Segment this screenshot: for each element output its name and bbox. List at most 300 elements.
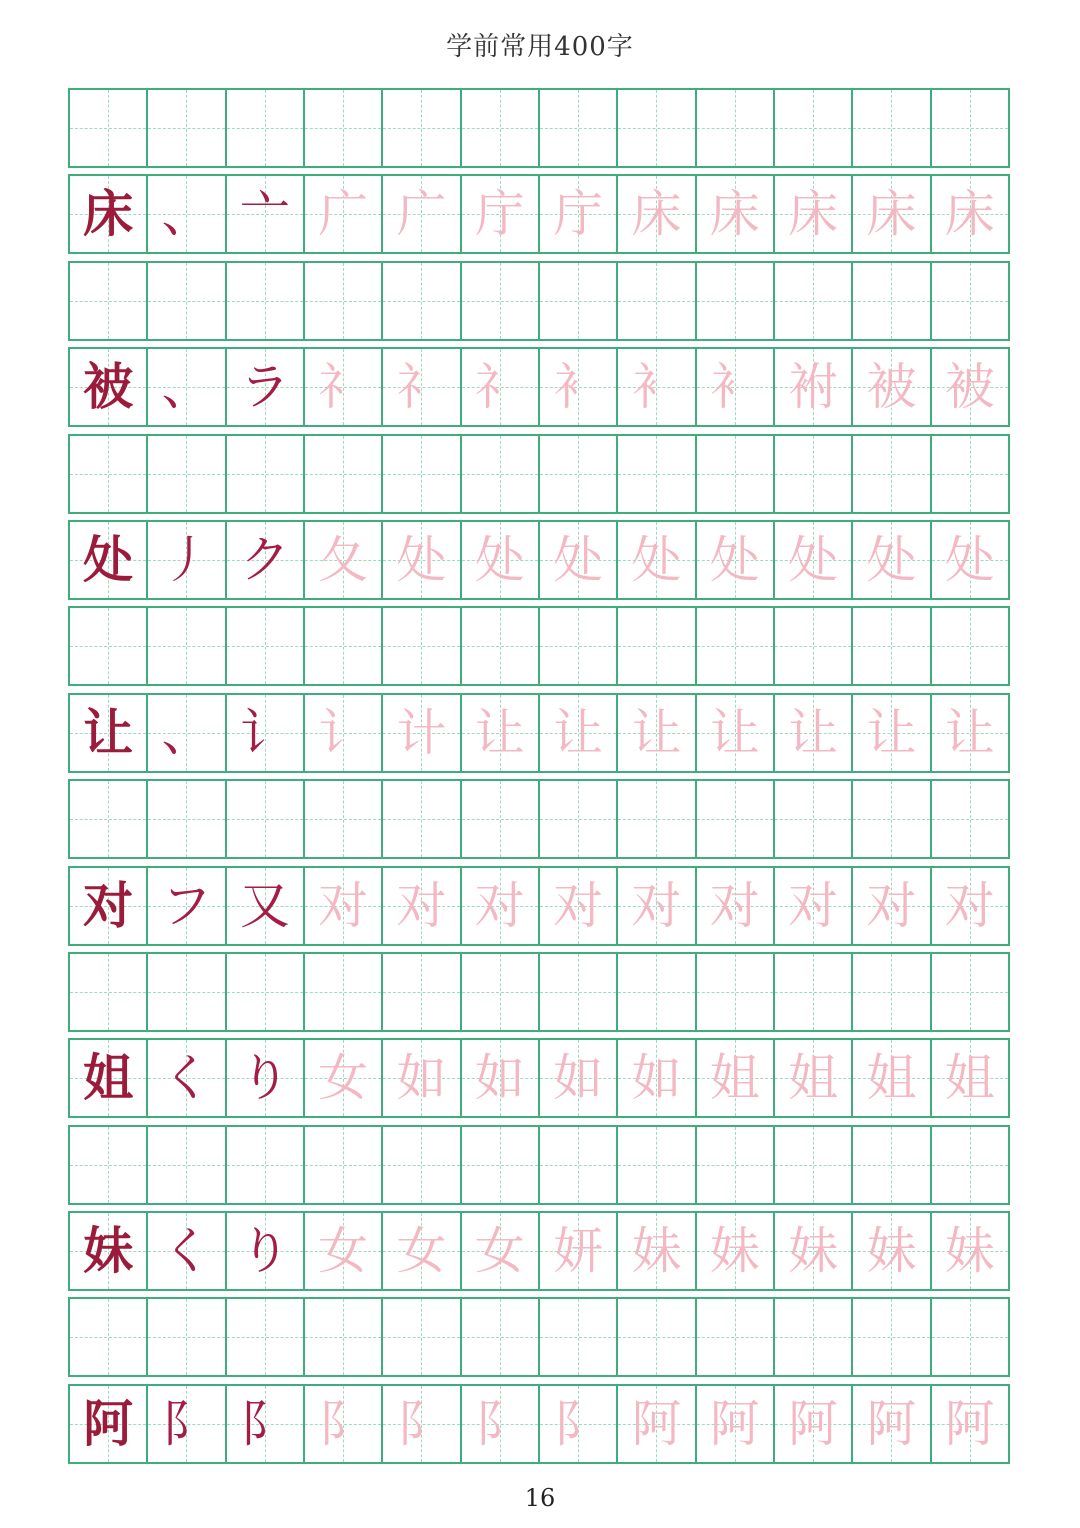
stroke-step-cell <box>146 174 226 254</box>
stroke-step-glyph: 让 <box>788 703 839 762</box>
stroke-step-cell <box>695 1384 775 1464</box>
blank-grid-cell[interactable] <box>381 1125 461 1205</box>
stroke-step-cell <box>538 520 618 600</box>
blank-grid-cell[interactable] <box>695 88 775 168</box>
stroke-step-cell <box>538 866 618 946</box>
blank-grid-cell[interactable] <box>460 1125 540 1205</box>
blank-grid-cell[interactable] <box>381 779 461 859</box>
stroke-step-cell <box>773 866 853 946</box>
stroke-step-glyph: 礻 <box>474 358 525 417</box>
blank-grid-cell[interactable] <box>381 261 461 341</box>
blank-grid-cell[interactable] <box>146 952 226 1032</box>
head-character: 处 <box>83 529 134 589</box>
blank-grid-cell[interactable] <box>460 1297 540 1377</box>
blank-grid-cell[interactable] <box>695 606 775 686</box>
blank-grid-cell[interactable] <box>773 261 853 341</box>
stroke-step-cell <box>616 1038 696 1118</box>
stroke-step-cell <box>851 693 931 773</box>
stroke-step-glyph: 阿 <box>788 1394 839 1453</box>
stroke-step-glyph: 让 <box>709 703 760 762</box>
blank-grid-cell[interactable] <box>616 606 696 686</box>
blank-grid-cell[interactable] <box>930 434 1010 514</box>
blank-grid-cell[interactable] <box>616 1125 696 1205</box>
head-character-cell <box>68 1384 148 1464</box>
blank-grid-cell[interactable] <box>773 434 853 514</box>
stroke-step-glyph: 阝 <box>161 1394 212 1453</box>
character-row <box>68 174 1032 254</box>
stroke-step-cell <box>460 1038 540 1118</box>
stroke-step-cell <box>773 1211 853 1291</box>
blank-grid-cell[interactable] <box>930 261 1010 341</box>
stroke-step-glyph: 阿 <box>709 1394 760 1453</box>
blank-grid-cell[interactable] <box>303 606 383 686</box>
stroke-step-cell <box>381 866 461 946</box>
stroke-step-glyph: 床 <box>631 185 682 244</box>
character-row <box>68 1211 1032 1291</box>
stroke-step-glyph: 处 <box>944 530 995 589</box>
blank-grid-cell[interactable] <box>225 1297 305 1377</box>
stroke-step-cell <box>225 693 305 773</box>
head-character: 被 <box>83 357 134 417</box>
stroke-step-cell <box>538 174 618 254</box>
stroke-step-glyph: 、 <box>161 358 212 417</box>
stroke-step-cell <box>930 1384 1010 1464</box>
stroke-step-glyph: 、 <box>161 703 212 762</box>
stroke-step-cell <box>460 866 540 946</box>
stroke-step-cell <box>303 693 383 773</box>
stroke-step-glyph: り <box>239 1049 290 1108</box>
stroke-step-glyph: 妍 <box>553 1222 604 1281</box>
stroke-step-cell <box>460 347 540 427</box>
blank-grid-cell[interactable] <box>460 88 540 168</box>
blank-grid-cell[interactable] <box>68 1297 148 1377</box>
blank-practice-row <box>68 606 1032 686</box>
stroke-step-cell <box>930 520 1010 600</box>
blank-grid-cell[interactable] <box>303 1297 383 1377</box>
stroke-step-glyph: り <box>239 1222 290 1281</box>
blank-grid-cell[interactable] <box>538 88 618 168</box>
blank-grid-cell[interactable] <box>851 1125 931 1205</box>
stroke-step-cell <box>538 347 618 427</box>
blank-grid-cell[interactable] <box>695 1297 775 1377</box>
stroke-step-glyph: 让 <box>553 703 604 762</box>
blank-grid-cell[interactable] <box>930 779 1010 859</box>
blank-grid-cell[interactable] <box>616 1297 696 1377</box>
blank-grid-cell[interactable] <box>146 606 226 686</box>
stroke-step-cell <box>225 1211 305 1291</box>
blank-grid-cell[interactable] <box>616 779 696 859</box>
blank-grid-cell[interactable] <box>303 261 383 341</box>
blank-grid-cell[interactable] <box>303 952 383 1032</box>
stroke-step-cell <box>616 693 696 773</box>
blank-practice-row <box>68 779 1032 859</box>
blank-grid-cell[interactable] <box>851 261 931 341</box>
blank-grid-cell[interactable] <box>616 434 696 514</box>
blank-practice-row <box>68 434 1032 514</box>
stroke-step-glyph: く <box>161 1049 212 1108</box>
stroke-step-glyph: 处 <box>866 530 917 589</box>
stroke-step-glyph: 床 <box>866 185 917 244</box>
blank-grid-cell[interactable] <box>851 434 931 514</box>
blank-grid-cell[interactable] <box>851 606 931 686</box>
stroke-step-cell <box>460 1211 540 1291</box>
stroke-step-cell <box>146 1211 226 1291</box>
blank-grid-cell[interactable] <box>695 261 775 341</box>
blank-grid-cell[interactable] <box>303 434 383 514</box>
stroke-step-glyph: 袝 <box>788 358 839 417</box>
blank-grid-cell[interactable] <box>773 952 853 1032</box>
stroke-step-glyph: 被 <box>866 358 917 417</box>
stroke-step-glyph: 对 <box>788 876 839 935</box>
stroke-step-cell <box>851 174 931 254</box>
blank-grid-cell[interactable] <box>68 434 148 514</box>
stroke-step-cell <box>773 693 853 773</box>
character-row <box>68 520 1032 600</box>
blank-grid-cell[interactable] <box>68 88 148 168</box>
stroke-step-glyph: 如 <box>553 1049 604 1108</box>
head-character-cell <box>68 1038 148 1118</box>
blank-grid-cell[interactable] <box>146 779 226 859</box>
stroke-step-cell <box>538 1038 618 1118</box>
blank-grid-cell[interactable] <box>930 1125 1010 1205</box>
stroke-step-cell <box>930 866 1010 946</box>
stroke-step-cell <box>695 520 775 600</box>
blank-grid-cell[interactable] <box>381 434 461 514</box>
stroke-step-glyph: 广 <box>396 185 447 244</box>
stroke-step-glyph: 阝 <box>396 1394 447 1453</box>
stroke-step-glyph: 阝 <box>553 1394 604 1453</box>
stroke-step-cell <box>930 1211 1010 1291</box>
page-title: 学前常用400字 <box>446 32 634 62</box>
stroke-step-cell <box>616 1211 696 1291</box>
stroke-step-glyph: 讠 <box>239 703 290 762</box>
stroke-step-glyph: 、 <box>161 185 212 244</box>
stroke-step-cell <box>381 1211 461 1291</box>
head-character-cell <box>68 174 148 254</box>
stroke-step-glyph: 女 <box>474 1222 525 1281</box>
blank-grid-cell[interactable] <box>851 88 931 168</box>
stroke-step-glyph: 对 <box>396 876 447 935</box>
blank-grid-cell[interactable] <box>68 1125 148 1205</box>
blank-grid-cell[interactable] <box>68 606 148 686</box>
stroke-step-glyph: 夂 <box>318 530 369 589</box>
blank-grid-cell[interactable] <box>381 88 461 168</box>
stroke-step-cell <box>460 1384 540 1464</box>
character-row <box>68 347 1032 427</box>
stroke-step-cell <box>538 1211 618 1291</box>
stroke-step-cell <box>538 1384 618 1464</box>
stroke-step-glyph: 庁 <box>553 185 604 244</box>
head-character: 对 <box>83 875 134 935</box>
stroke-step-glyph: フ <box>161 876 212 935</box>
practice-grid <box>68 88 1032 1470</box>
blank-practice-row <box>68 1297 1032 1377</box>
stroke-step-cell <box>930 347 1010 427</box>
stroke-step-glyph: 广 <box>318 185 369 244</box>
blank-grid-cell[interactable] <box>538 779 618 859</box>
character-row <box>68 866 1032 946</box>
stroke-step-glyph: 姐 <box>944 1049 995 1108</box>
stroke-step-glyph: 阿 <box>944 1394 995 1453</box>
stroke-step-glyph: 庁 <box>474 185 525 244</box>
blank-grid-cell[interactable] <box>303 88 383 168</box>
blank-grid-cell[interactable] <box>538 1125 618 1205</box>
stroke-step-cell <box>146 866 226 946</box>
stroke-step-glyph: 如 <box>631 1049 682 1108</box>
stroke-step-cell <box>303 1211 383 1291</box>
head-character-cell <box>68 1211 148 1291</box>
blank-practice-row <box>68 261 1032 341</box>
stroke-step-cell <box>381 1384 461 1464</box>
stroke-step-glyph: 对 <box>553 876 604 935</box>
blank-practice-row <box>68 952 1032 1032</box>
stroke-step-cell <box>851 866 931 946</box>
stroke-step-glyph: 女 <box>318 1049 369 1108</box>
stroke-step-cell <box>303 347 383 427</box>
blank-grid-cell[interactable] <box>538 1297 618 1377</box>
stroke-step-cell <box>225 347 305 427</box>
blank-grid-cell[interactable] <box>773 88 853 168</box>
blank-grid-cell[interactable] <box>146 434 226 514</box>
stroke-step-glyph: 丿 <box>161 530 212 589</box>
blank-grid-cell[interactable] <box>851 779 931 859</box>
stroke-step-glyph: 处 <box>709 530 760 589</box>
stroke-step-cell <box>851 1211 931 1291</box>
blank-grid-cell[interactable] <box>851 952 931 1032</box>
stroke-step-cell <box>930 1038 1010 1118</box>
stroke-step-cell <box>303 1384 383 1464</box>
stroke-step-glyph: 妹 <box>709 1222 760 1281</box>
stroke-step-cell <box>460 174 540 254</box>
blank-grid-cell[interactable] <box>68 261 148 341</box>
stroke-step-glyph: 女 <box>396 1222 447 1281</box>
blank-grid-cell[interactable] <box>930 88 1010 168</box>
head-character: 姐 <box>83 1048 134 1108</box>
blank-grid-cell[interactable] <box>538 434 618 514</box>
stroke-step-glyph: 妹 <box>866 1222 917 1281</box>
stroke-step-glyph: 处 <box>474 530 525 589</box>
head-character-cell <box>68 347 148 427</box>
stroke-step-glyph: 亠 <box>239 185 290 244</box>
stroke-step-glyph: 处 <box>788 530 839 589</box>
blank-grid-cell[interactable] <box>695 779 775 859</box>
blank-grid-cell[interactable] <box>616 88 696 168</box>
stroke-step-cell <box>616 347 696 427</box>
blank-grid-cell[interactable] <box>225 261 305 341</box>
stroke-step-glyph: 对 <box>866 876 917 935</box>
blank-grid-cell[interactable] <box>460 261 540 341</box>
blank-grid-cell[interactable] <box>381 1297 461 1377</box>
stroke-step-cell <box>146 520 226 600</box>
stroke-step-cell <box>225 1038 305 1118</box>
stroke-step-cell <box>773 520 853 600</box>
stroke-step-glyph: 衤 <box>631 358 682 417</box>
stroke-step-cell <box>695 1038 775 1118</box>
blank-grid-cell[interactable] <box>68 952 148 1032</box>
page-number: 16 <box>524 1484 556 1512</box>
blank-grid-cell[interactable] <box>146 261 226 341</box>
stroke-step-glyph: 床 <box>709 185 760 244</box>
blank-grid-cell[interactable] <box>460 434 540 514</box>
blank-grid-cell[interactable] <box>303 779 383 859</box>
stroke-step-glyph: 姐 <box>709 1049 760 1108</box>
stroke-step-glyph: 床 <box>944 185 995 244</box>
stroke-step-glyph: 讠 <box>318 703 369 762</box>
stroke-step-cell <box>695 347 775 427</box>
blank-grid-cell[interactable] <box>146 1125 226 1205</box>
stroke-step-cell <box>773 347 853 427</box>
stroke-step-glyph: 如 <box>396 1049 447 1108</box>
blank-grid-cell[interactable] <box>381 606 461 686</box>
blank-grid-cell[interactable] <box>616 952 696 1032</box>
stroke-step-glyph: 处 <box>553 530 604 589</box>
blank-grid-cell[interactable] <box>225 779 305 859</box>
stroke-step-cell <box>303 174 383 254</box>
blank-grid-cell[interactable] <box>68 779 148 859</box>
stroke-step-glyph: 阝 <box>318 1394 369 1453</box>
stroke-step-glyph: 对 <box>709 876 760 935</box>
stroke-step-cell <box>851 1038 931 1118</box>
blank-practice-row <box>68 88 1032 168</box>
stroke-step-cell <box>616 520 696 600</box>
blank-grid-cell[interactable] <box>773 779 853 859</box>
stroke-step-glyph: 衤 <box>709 358 760 417</box>
stroke-step-cell <box>381 693 461 773</box>
character-row <box>68 693 1032 773</box>
stroke-step-cell <box>460 693 540 773</box>
stroke-step-cell <box>851 1384 931 1464</box>
stroke-step-glyph: 妹 <box>944 1222 995 1281</box>
stroke-step-glyph: 姐 <box>866 1049 917 1108</box>
stroke-step-cell <box>616 866 696 946</box>
stroke-step-cell <box>381 174 461 254</box>
stroke-step-glyph: 处 <box>396 530 447 589</box>
blank-grid-cell[interactable] <box>460 952 540 1032</box>
character-row <box>68 1038 1032 1118</box>
stroke-step-glyph: 又 <box>239 876 290 935</box>
stroke-step-cell <box>851 347 931 427</box>
stroke-step-cell <box>695 693 775 773</box>
head-character: 床 <box>83 184 134 244</box>
blank-grid-cell[interactable] <box>538 952 618 1032</box>
head-character-cell <box>68 866 148 946</box>
stroke-step-glyph: 让 <box>944 703 995 762</box>
stroke-step-cell <box>695 866 775 946</box>
character-row <box>68 1384 1032 1464</box>
stroke-step-cell <box>303 1038 383 1118</box>
blank-grid-cell[interactable] <box>225 952 305 1032</box>
stroke-step-glyph: ク <box>239 530 290 589</box>
stroke-step-glyph: ラ <box>239 358 290 417</box>
stroke-step-glyph: 如 <box>474 1049 525 1108</box>
stroke-step-cell <box>773 1038 853 1118</box>
stroke-step-glyph: 妹 <box>631 1222 682 1281</box>
stroke-step-glyph: 对 <box>474 876 525 935</box>
stroke-step-cell <box>930 174 1010 254</box>
stroke-step-glyph: 女 <box>318 1222 369 1281</box>
stroke-step-cell <box>930 693 1010 773</box>
stroke-step-glyph: 对 <box>318 876 369 935</box>
stroke-step-cell <box>225 174 305 254</box>
head-character-cell <box>68 520 148 600</box>
blank-grid-cell[interactable] <box>225 434 305 514</box>
head-character: 阿 <box>83 1393 134 1453</box>
head-character-cell <box>68 693 148 773</box>
stroke-step-glyph: 阿 <box>631 1394 682 1453</box>
stroke-step-glyph: 计 <box>396 703 447 762</box>
head-character: 妹 <box>83 1221 134 1281</box>
stroke-step-glyph: 阝 <box>474 1394 525 1453</box>
head-character: 让 <box>83 702 134 762</box>
stroke-step-cell <box>146 1384 226 1464</box>
blank-grid-cell[interactable] <box>538 261 618 341</box>
stroke-step-cell <box>381 347 461 427</box>
stroke-step-glyph: 礻 <box>396 358 447 417</box>
stroke-step-cell <box>146 693 226 773</box>
stroke-step-glyph: 让 <box>631 703 682 762</box>
stroke-step-glyph: 床 <box>788 185 839 244</box>
blank-grid-cell[interactable] <box>460 779 540 859</box>
stroke-step-cell <box>146 1038 226 1118</box>
blank-grid-cell[interactable] <box>695 952 775 1032</box>
stroke-step-cell <box>616 1384 696 1464</box>
stroke-step-glyph: 衤 <box>553 358 604 417</box>
stroke-step-cell <box>225 1384 305 1464</box>
stroke-step-cell <box>225 866 305 946</box>
stroke-step-glyph: 阿 <box>866 1394 917 1453</box>
blank-grid-cell[interactable] <box>225 606 305 686</box>
stroke-step-cell <box>225 520 305 600</box>
stroke-step-cell <box>773 174 853 254</box>
stroke-step-glyph: 被 <box>944 358 995 417</box>
stroke-step-glyph: 让 <box>866 703 917 762</box>
stroke-step-cell <box>773 1384 853 1464</box>
stroke-step-cell <box>695 174 775 254</box>
blank-grid-cell[interactable] <box>773 1125 853 1205</box>
blank-grid-cell[interactable] <box>695 1125 775 1205</box>
stroke-step-glyph: 对 <box>631 876 682 935</box>
stroke-step-cell <box>146 347 226 427</box>
blank-grid-cell[interactable] <box>146 88 226 168</box>
blank-grid-cell[interactable] <box>773 1297 853 1377</box>
blank-grid-cell[interactable] <box>616 261 696 341</box>
blank-grid-cell[interactable] <box>225 1125 305 1205</box>
stroke-step-cell <box>695 1211 775 1291</box>
blank-practice-row <box>68 1125 1032 1205</box>
blank-grid-cell[interactable] <box>303 1125 383 1205</box>
blank-grid-cell[interactable] <box>538 606 618 686</box>
blank-grid-cell[interactable] <box>930 606 1010 686</box>
stroke-step-cell <box>460 520 540 600</box>
stroke-step-glyph: 妹 <box>788 1222 839 1281</box>
blank-grid-cell[interactable] <box>695 434 775 514</box>
blank-grid-cell[interactable] <box>773 606 853 686</box>
blank-grid-cell[interactable] <box>381 952 461 1032</box>
stroke-step-glyph: 让 <box>474 703 525 762</box>
blank-grid-cell[interactable] <box>460 606 540 686</box>
blank-grid-cell[interactable] <box>930 1297 1010 1377</box>
stroke-step-cell <box>381 520 461 600</box>
stroke-step-glyph: く <box>161 1222 212 1281</box>
stroke-step-cell <box>303 866 383 946</box>
stroke-step-glyph: 对 <box>944 876 995 935</box>
stroke-step-cell <box>303 520 383 600</box>
blank-grid-cell[interactable] <box>930 952 1010 1032</box>
stroke-step-glyph: 处 <box>631 530 682 589</box>
blank-grid-cell[interactable] <box>851 1297 931 1377</box>
blank-grid-cell[interactable] <box>146 1297 226 1377</box>
blank-grid-cell[interactable] <box>225 88 305 168</box>
